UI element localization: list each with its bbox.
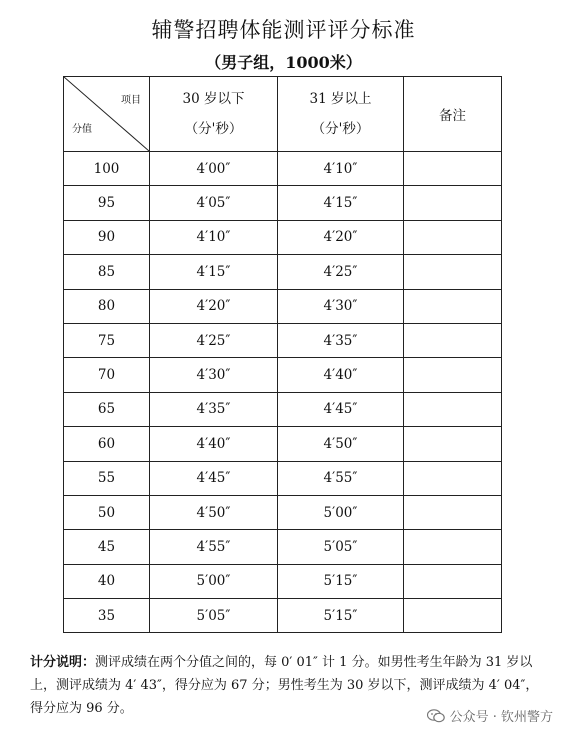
scoring-table — [63, 76, 502, 633]
score-cell: 80 — [64, 289, 150, 323]
over31-time-cell: 4′10″ — [278, 152, 404, 186]
over31-time-cell: 5′15″ — [278, 564, 404, 598]
under30-time-cell: 4′25″ — [150, 323, 278, 357]
score-cell: 40 — [64, 564, 150, 598]
over31-time-cell: 4′55″ — [278, 461, 404, 495]
under30-time-cell: 4′50″ — [150, 495, 278, 529]
under30-time-cell: 4′05″ — [150, 186, 278, 220]
score-cell: 45 — [64, 530, 150, 564]
remarks-cell — [404, 220, 502, 254]
corner-header-cell — [64, 77, 150, 152]
table-row — [64, 186, 502, 220]
score-cell: 55 — [64, 461, 150, 495]
table-row — [64, 427, 502, 461]
over31-time-cell: 4′30″ — [278, 289, 404, 323]
over31-time-cell: 4′45″ — [278, 392, 404, 426]
remarks-cell — [404, 323, 502, 357]
under30-time-cell: 4′30″ — [150, 358, 278, 392]
under30-time-cell: 4′15″ — [150, 255, 278, 289]
diagonal-line — [64, 77, 149, 151]
score-cell: 35 — [64, 599, 150, 633]
page-title: 辅警招聘体能测评评分标准 — [151, 18, 416, 42]
table-row — [64, 289, 502, 323]
score-cell: 85 — [64, 255, 150, 289]
under30-time-cell: 4′45″ — [150, 461, 278, 495]
note-text: 测评成绩在两个分值之间的，每 0′ 01″ 计 1 分。如男性考生年龄为 31 岁以上，测评成绩为 4′ 43″，得分应为 67 分；男性考生为 30 岁以下，测评成绩为 4′ 04″，得分应为 96 分。 — [30, 655, 539, 716]
watermark — [427, 706, 553, 725]
remarks-cell — [404, 530, 502, 564]
score-cell: 50 — [64, 495, 150, 529]
over31-time-cell: 4′20″ — [278, 220, 404, 254]
header-over31-unit: （分'秒） — [311, 121, 370, 137]
remarks-cell — [404, 152, 502, 186]
header-under30-label: 30 岁以下 — [182, 91, 245, 107]
table-row — [64, 392, 502, 426]
over31-time-cell: 4′50″ — [278, 427, 404, 461]
score-cell: 100 — [64, 152, 150, 186]
remarks-cell — [404, 186, 502, 220]
table-row — [64, 599, 502, 633]
under30-time-cell: 4′20″ — [150, 289, 278, 323]
table-row — [64, 255, 502, 289]
under30-time-cell: 5′05″ — [150, 599, 278, 633]
under30-time-cell: 4′35″ — [150, 392, 278, 426]
score-cell: 70 — [64, 358, 150, 392]
table-row — [64, 220, 502, 254]
wechat-icon — [427, 709, 445, 723]
remarks-cell — [404, 564, 502, 598]
header-over31-label: 31 岁以上 — [309, 91, 372, 107]
under30-time-cell: 4′55″ — [150, 530, 278, 564]
score-cell: 95 — [64, 186, 150, 220]
header-remarks: 备注 — [404, 77, 502, 152]
header-over31 — [278, 77, 404, 152]
header-under30 — [150, 77, 278, 152]
score-cell: 65 — [64, 392, 150, 426]
corner-label-item: 项目 — [121, 95, 141, 106]
remarks-cell — [404, 289, 502, 323]
score-cell: 90 — [64, 220, 150, 254]
remarks-cell — [404, 358, 502, 392]
score-cell: 60 — [64, 427, 150, 461]
over31-time-cell: 5′15″ — [278, 599, 404, 633]
table-row — [64, 152, 502, 186]
page-subtitle: （男子组，1000米） — [205, 53, 362, 72]
under30-time-cell: 4′00″ — [150, 152, 278, 186]
over31-time-cell: 4′40″ — [278, 358, 404, 392]
over31-time-cell: 4′15″ — [278, 186, 404, 220]
watermark-text: 公众号 · 钦州警方 — [449, 710, 553, 725]
corner-label-score: 分值 — [72, 124, 92, 135]
over31-time-cell: 5′00″ — [278, 495, 404, 529]
remarks-cell — [404, 427, 502, 461]
remarks-cell — [404, 599, 502, 633]
over31-time-cell: 4′35″ — [278, 323, 404, 357]
table-row — [64, 495, 502, 529]
remarks-cell — [404, 461, 502, 495]
under30-time-cell: 4′40″ — [150, 427, 278, 461]
score-cell: 75 — [64, 323, 150, 357]
remarks-cell — [404, 495, 502, 529]
over31-time-cell: 5′05″ — [278, 530, 404, 564]
under30-time-cell: 5′00″ — [150, 564, 278, 598]
over31-time-cell: 4′25″ — [278, 255, 404, 289]
table-row — [64, 564, 502, 598]
table-row — [64, 323, 502, 357]
under30-time-cell: 4′10″ — [150, 220, 278, 254]
remarks-cell — [404, 392, 502, 426]
table-row — [64, 530, 502, 564]
header-under30-unit: （分'秒） — [184, 121, 243, 137]
table-row — [64, 461, 502, 495]
table-header-row — [64, 77, 502, 152]
table-body — [64, 152, 502, 633]
note-label: 计分说明： — [30, 655, 96, 670]
remarks-cell — [404, 255, 502, 289]
table-row — [64, 358, 502, 392]
